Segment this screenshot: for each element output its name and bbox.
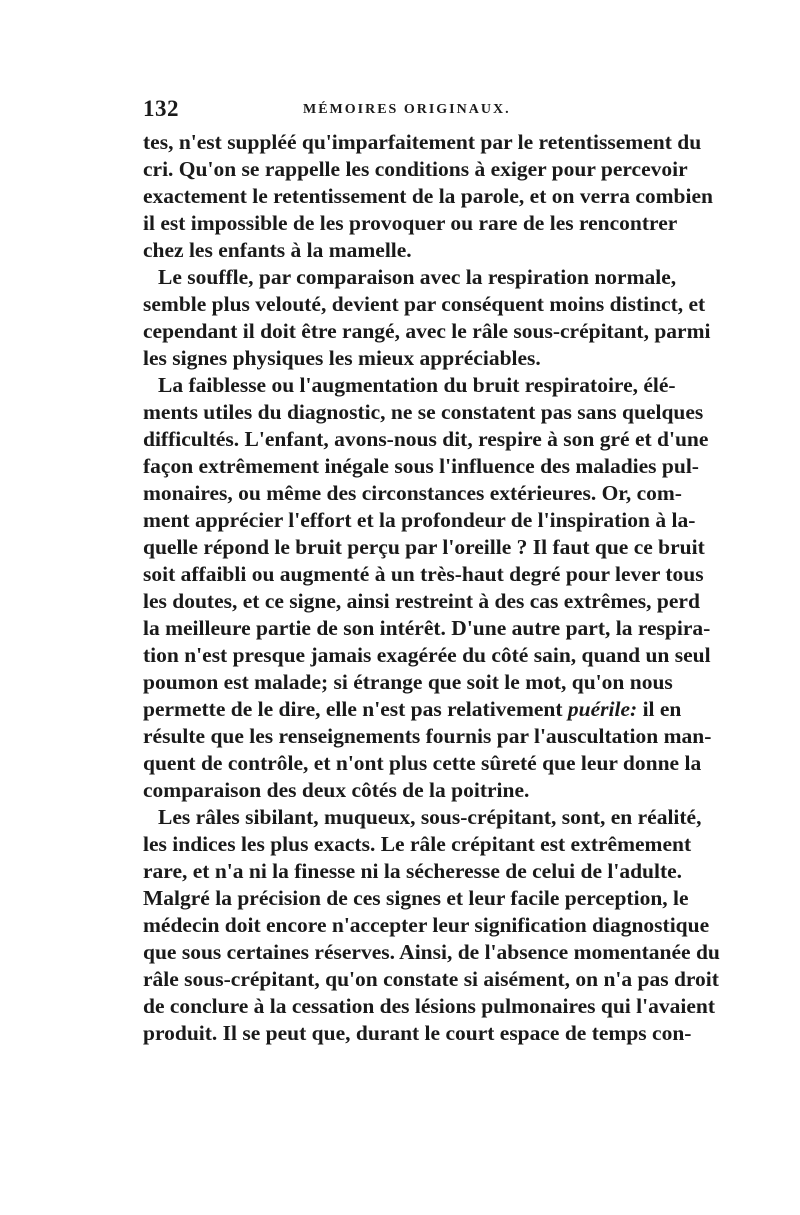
page-number: 132 [143,96,179,121]
text-line: tes, n'est suppléé qu'imparfaitement par le retentissement du [143,130,702,154]
text-line: de conclure à la cessation des lésions pulmonaires qui l'avaient [143,994,715,1018]
text-line: monaires, ou même des circonstances extérieures. Or, com- [143,481,682,505]
text-line: que sous certaines réserves. Ainsi, de l'absence momentanée du [143,940,720,964]
italic-word: puérile: [567,697,638,721]
text-line: râle sous-crépitant, qu'on constate si aisément, on n'a pas droit [143,967,719,991]
text-line: tion n'est presque jamais exagérée du côté sain, quand un seul [143,643,711,667]
text-line: comparaison des deux côtés de la poitrine. [143,778,530,802]
text-line: difficultés. L'enfant, avons-nous dit, respire à son gré et d'une [143,427,709,451]
page-header [143,96,658,126]
text-line: poumon est malade; si étrange que soit le mot, qu'on nous [143,670,673,694]
text-line: Le souffle, par comparaison avec la respiration normale, [158,265,677,289]
text-line: la meilleure partie de son intérêt. D'une autre part, la respira- [143,616,711,640]
text-line: les indices les plus exacts. Le râle crépitant est extrêmement [143,832,692,856]
text-line: Malgré la précision de ces signes et leur facile perception, le [143,886,689,910]
text-line: rare, et n'a ni la finesse ni la sécheresse de celui de l'adulte. [143,859,683,883]
text-line: il est impossible de les provoquer ou rare de les rencontrer [143,211,678,235]
text-segment: permette de le dire, elle n'est pas relativement [143,697,568,721]
text-line: semble plus velouté, devient par conséquent moins distinct, et [143,292,706,316]
text-line: produit. Il se peut que, durant le court espace de temps con- [143,1021,692,1045]
text-line: chez les enfants à la mamelle. [143,238,412,262]
text-line: quent de contrôle, et n'ont plus cette sûreté que leur donne la [143,751,702,775]
text-line: les signes physiques les mieux appréciables. [143,346,541,370]
text-line: soit affaibli ou augmenté à un très-haut degré pour lever tous [143,562,704,586]
running-head: MÉMOIRES ORIGINAUX. [303,102,511,117]
text-line: ment apprécier l'effort et la profondeur de l'inspiration à la- [143,508,696,532]
text-line: cependant il doit être rangé, avec le râle sous-crépitant, parmi [143,319,711,343]
text-line: cri. Qu'on se rappelle les conditions à exiger pour percevoir [143,157,688,181]
text-line-with-italic [143,694,682,724]
text-line: résulte que les renseignements fournis par l'auscultation man- [143,724,712,748]
text-line: exactement le retentissement de la parole, et on verra combien [143,184,713,208]
text-line: les doutes, et ce signe, ainsi restreint à des cas extrêmes, perd [143,589,700,613]
text-line: La faiblesse ou l'augmentation du bruit respiratoire, élé- [158,373,676,397]
text-line: ments utiles du diagnostic, ne se constatent pas sans quelques [143,400,704,424]
text-line: médecin doit encore n'accepter leur signification diagnostique [143,913,710,937]
text-line: façon extrêmement inégale sous l'influence des maladies pul- [143,454,699,478]
text-line: Les râles sibilant, muqueux, sous-crépitant, sont, en réalité, [158,805,702,829]
text-segment: il en [637,697,682,721]
text-line: quelle répond le bruit perçu par l'oreille ? Il faut que ce bruit [143,535,705,559]
